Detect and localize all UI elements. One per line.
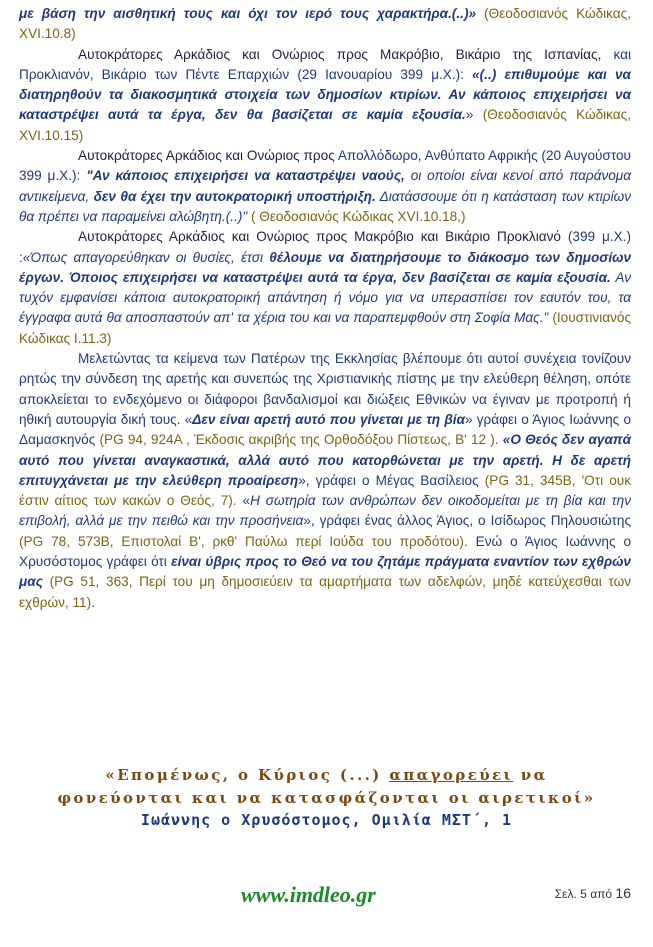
body-text: », γράφει ο Μέγας Βασίλειος bbox=[298, 472, 485, 488]
body-text: » γράφει ο Άγιος Ιωάννης ο Δαμασκηνός bbox=[19, 411, 631, 448]
edict-heading: Αυτοκράτορες Αρκάδιος και Ονώριος προς bbox=[78, 148, 335, 164]
site-link[interactable]: www.imdleo.gr bbox=[241, 882, 376, 907]
body-text: », γράφει ένας άλλος Άγιος, ο Ισίδωρος Πηλουσιώτης bbox=[303, 513, 632, 529]
citation: (PG 78, 573B, Επιστολαί Β', ρκθ' Παύλω περί Ιούδα του προδότου). bbox=[19, 533, 468, 549]
edict-quote-part: Διατάσσουμε ότι η κατάσταση των κτιρίων θα πρέπει να παραμείνει αλώβητη.(..)" bbox=[19, 188, 631, 224]
closing-quote-author: Ιωάννης ο Χρυσόστομος, Ομιλία ΜΣΤ΄, 1 bbox=[140, 811, 513, 829]
edict-recipients: Απολλόδωρο, Ανθύπατο Αφρικής (20 Αυγούστου 399 μ.Χ.): bbox=[19, 148, 631, 184]
body-text: « bbox=[236, 493, 251, 509]
document-body bbox=[19, 4, 631, 613]
page-total: 16 bbox=[615, 885, 631, 901]
quote-chrysostom: είναι ύβρις προς το Θεό να του ζητάμε πράγματα εναντίον των εχθρών μας bbox=[19, 554, 631, 590]
paragraph-edict-macrobius bbox=[19, 45, 631, 146]
paragraph-theodosian-8 bbox=[19, 4, 631, 45]
quote-text: με βάση την αισθητική τους και όχι τον ιερό τους χαρακτήρα.(..)» bbox=[19, 6, 477, 21]
edict-date: (399 μ.Χ.) : bbox=[19, 229, 631, 265]
paragraph-edict-apollodorus bbox=[19, 146, 631, 227]
body-text: Ενώ ο Άγιος Ιωάννης ο Χρυσόστομος γράφει ότι bbox=[19, 533, 631, 570]
quote-damascene: Δεν είναι αρετή αυτό που γίνεται με τη βία bbox=[192, 411, 465, 427]
body-text: . bbox=[91, 594, 95, 610]
quote-close: » bbox=[465, 107, 483, 123]
edict-heading: Αυτοκράτορες Αρκάδιος και Ονώριος προς Μακρόβιο και Βικάριο Προκλιανό bbox=[78, 229, 561, 245]
closing-quote bbox=[0, 764, 653, 810]
edict-quote-part: οι οποίοι είναι κενοί από παράνομα αντικείμενα, bbox=[19, 168, 631, 204]
quote-segment: «Επομένως, ο Κύριος (...) bbox=[105, 766, 390, 784]
citation: (PG 51, 363, Περί του μη δημοσιεύειν τα αμαρτήματα των αδελφών, μηδέ κατεύχεσθαι των εχθρών, 11) bbox=[19, 574, 631, 610]
edict-quote-part: «Όπως απαγορεύθηκαν οι θυσίες, έτσι bbox=[22, 249, 270, 265]
edict-recipients: και Προκλιανόν, Βικάριο των Πέντε Επαρχιών (29 Ιανουαρίου 399 μ.Χ.): bbox=[19, 46, 631, 82]
edict-heading: Αυτοκράτορες Αρκάδιος και Ονώριος προς Μακρόβιο, Βικάριο της Ισπανίας, bbox=[78, 46, 602, 62]
paragraph-church-fathers bbox=[19, 349, 631, 613]
citation: (PG 31, 345B, 'Οτι ουκ έστιν αίτιος των κακών ο Θεός, 7). bbox=[19, 472, 632, 509]
edict-quote-part: "Αν κάποιος επιχειρήσει να καταστρέψει ναούς, bbox=[86, 168, 405, 184]
quote-underlined-word: απαγορεύει bbox=[389, 766, 514, 784]
citation: (PG 94, 924A , Έκδοσις ακριβής της Ορθοδόξου Πίστεως, Β' 12 ). bbox=[99, 432, 499, 448]
edict-quote: «(..) επιθυμούμε και να διατηρηθούν τα διακοσμητικά στοιχεία των δημοσίων κτιρίων. Αν κάποιος επιχειρήσει να καταστρέψει αυτά τα έργα, δεν θα βασίζεται σε καμία εξουσία. bbox=[19, 66, 631, 123]
citation: (Θεοδοσιανός Κώδικας, XVI.10.8) bbox=[19, 6, 631, 42]
citation: (Ιουστινιανός Κώδικας I.11.3) bbox=[19, 310, 631, 346]
body-text: Μελετώντας τα κείμενα των Πατέρων της Εκκλησίας βλέπουμε ότι αυτοί συνέχεια τονίζουν ρητώς την σύνδεση της αρετής και συνεπώς της Χριστιανικής πίστης με την ελεύθερη θέληση, οπότε αποκλείεται το ενδεχόμενο οι διάφοροι βανδαλισμοί και διώξεις Εθνικών να έγιναν με προτροπή ή ηθική αυτουργία δική τους. « bbox=[19, 351, 631, 427]
closing-quote-line-2: φονεύονται και να κατασφάζονται οι αιρετικοί» bbox=[57, 789, 596, 807]
citation: ( Θεοδοσιανός Κώδικας XVI.10.18,) bbox=[247, 208, 466, 224]
edict-quote-part: Αν τυχόν εμφανίσει κάποια αυτοκρατορική απάντηση ή νόμο για να υπερασπίσει τον εαυτόν του, τα έγγραφα αυτά θα αποσπαστούν απ' τα χέρια του και να παραπεμφθούν στη Σοφία Μας." bbox=[19, 269, 632, 326]
page-label: Σελ. 5 από bbox=[554, 887, 616, 901]
quote-basil: «Ο Θεός δεν αγαπά αυτό που γίνεται αναγκαστικά, αλλά αυτό που κατορθώνεται με την αρετή. Η δε αρετή επιτυγχάνεται με την ελεύθερη προαίρεση bbox=[19, 432, 631, 488]
quote-isidore: Η σωτηρία των ανθρώπων δεν οικοδομείται με τη βία και την επιβολή, αλλά με την πειθώ και την προσήνεια bbox=[19, 493, 632, 529]
edict-quote-part: δεν θα έχει την αυτοκρατορική υποστήριξη. bbox=[93, 188, 376, 204]
quote-segment: να bbox=[513, 766, 548, 784]
citation: (Θεοδοσιανός Κώδικας, XVI.10.15) bbox=[19, 107, 631, 143]
edict-quote-part: θέλουμε να διατηρήσουμε το διάκοσμο των δημοσίων έργων. Όποιος επιχειρήσει να καταστρέψει αυτά τα έργα, δεν βασίζεται σε καμία εξουσία. bbox=[19, 249, 632, 285]
page-number bbox=[555, 883, 631, 904]
paragraph-edict-proclianus bbox=[19, 227, 631, 349]
closing-quote-line-1 bbox=[0, 764, 653, 787]
